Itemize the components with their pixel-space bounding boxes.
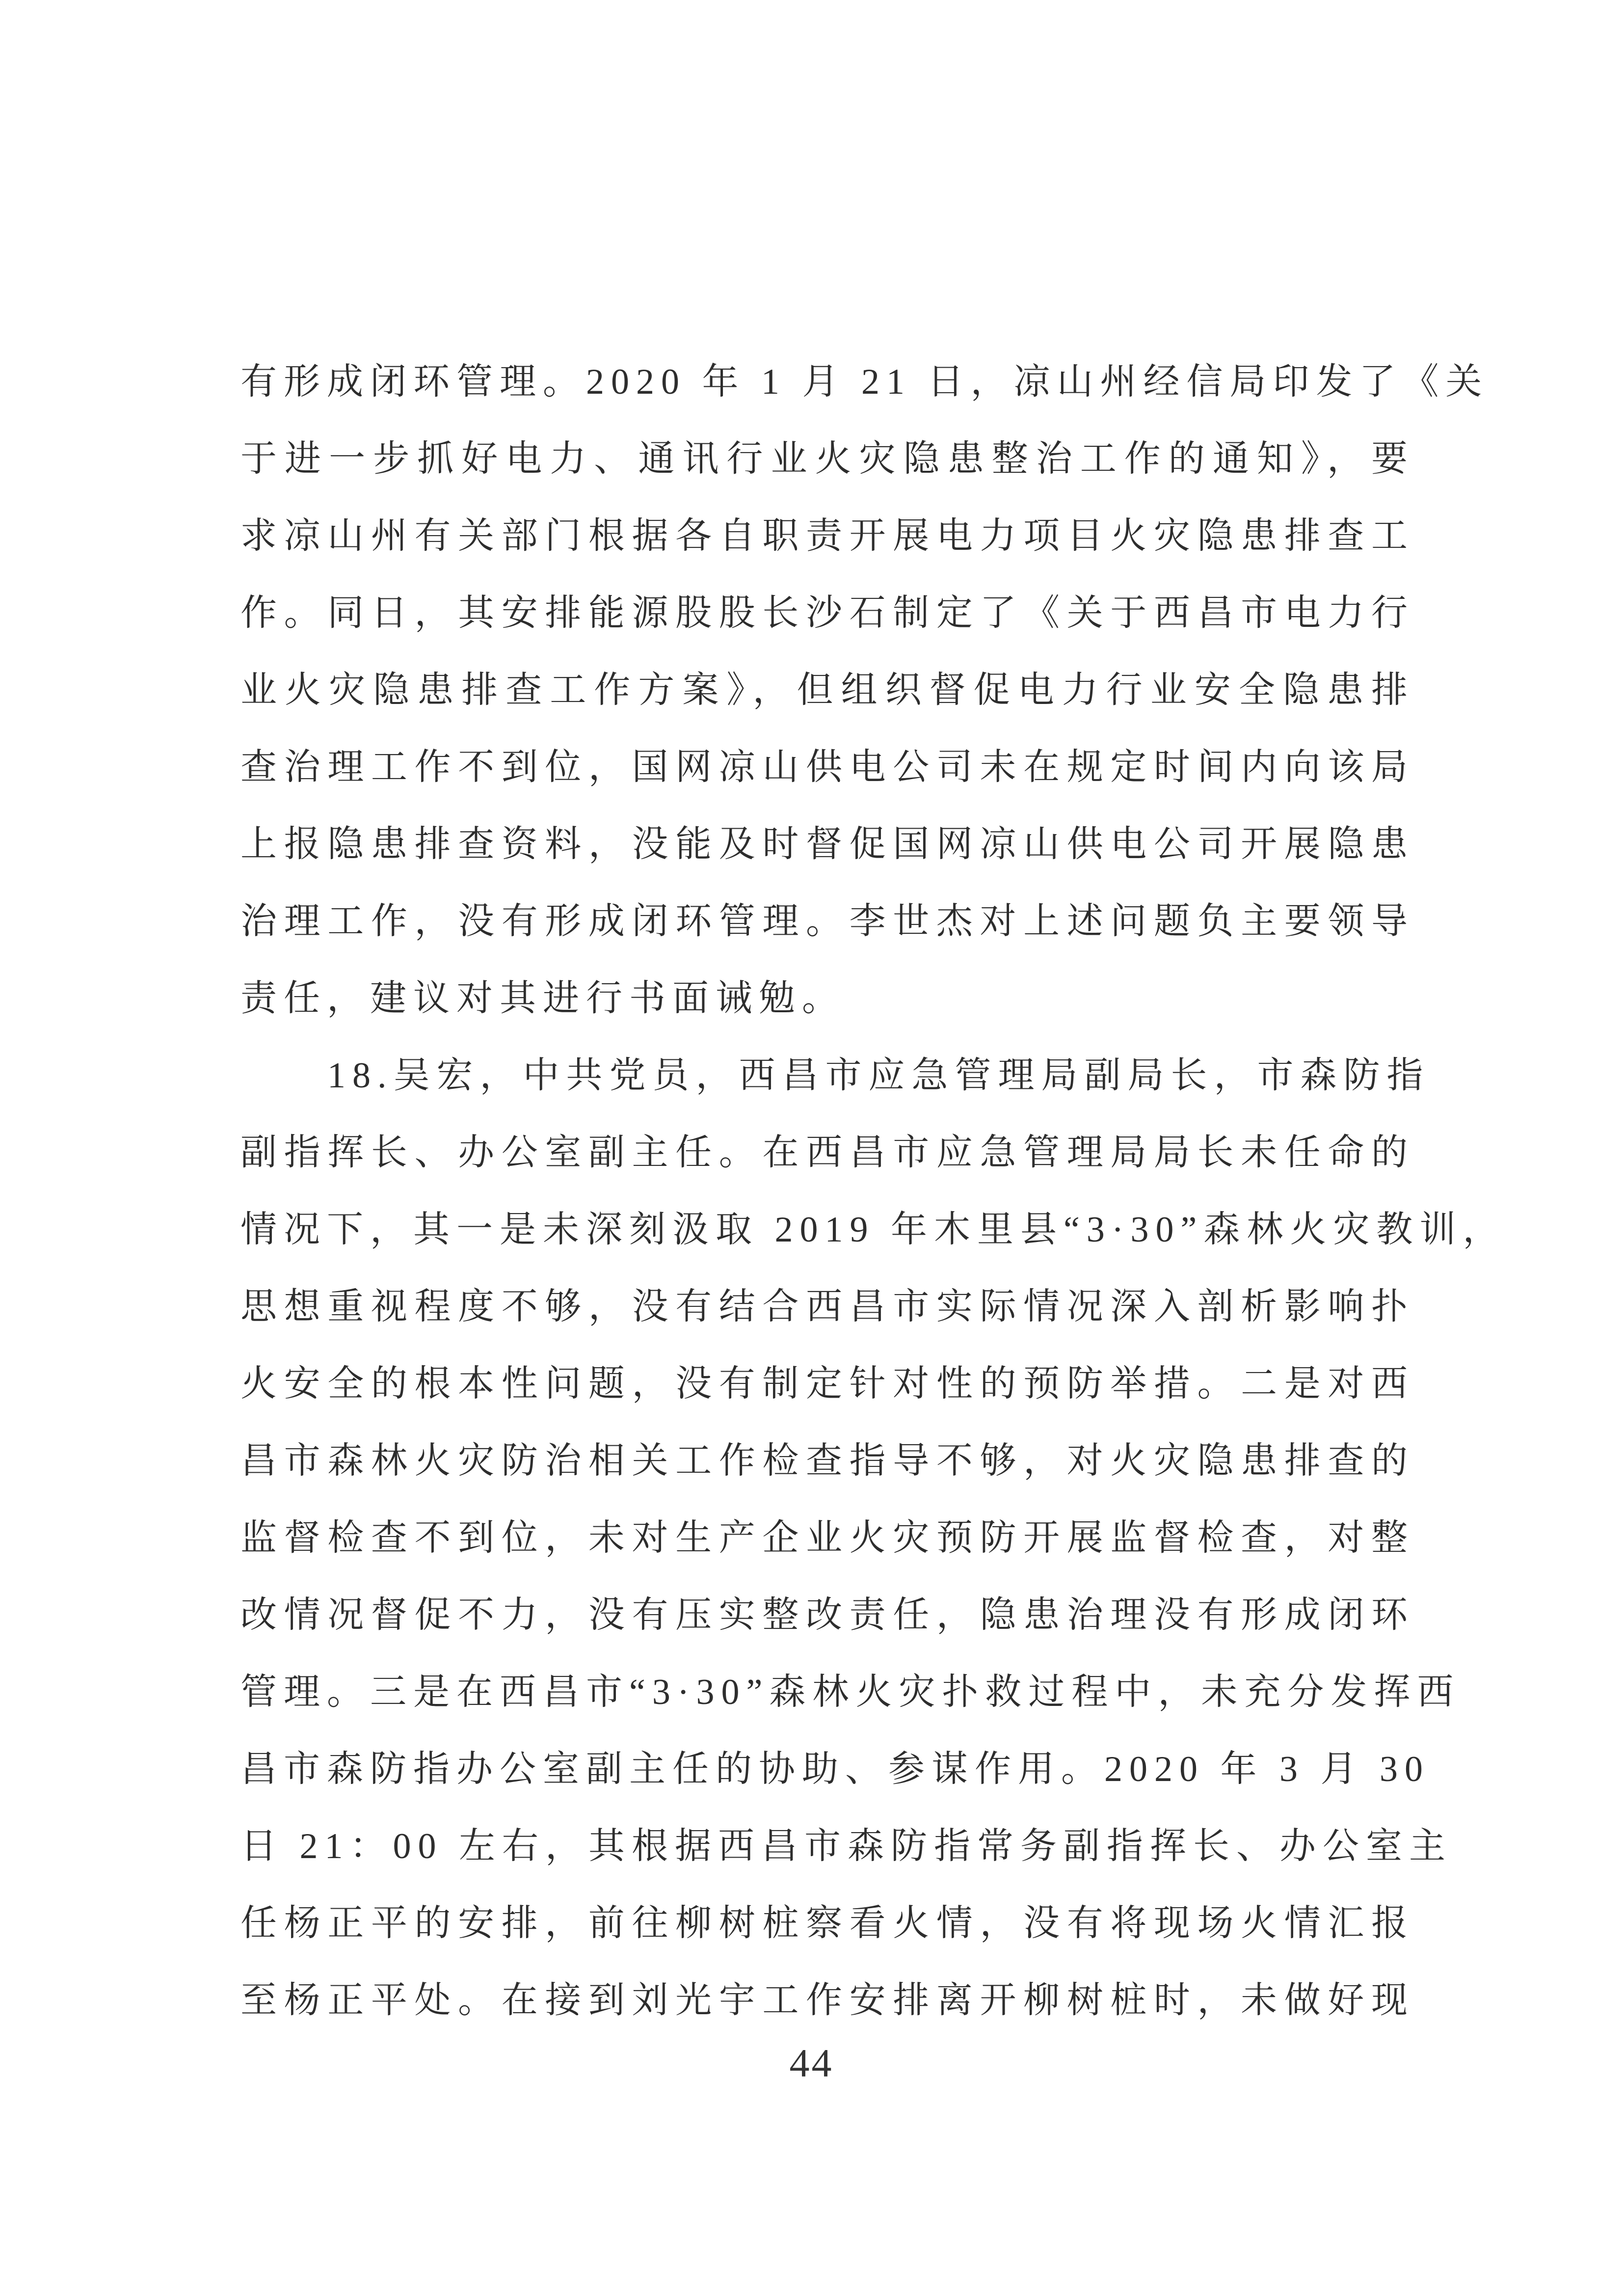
text-line: 监督检查不到位，未对生产企业火灾预防开展监督检查，对整 — [240, 1518, 1414, 1558]
document-text-block — [240, 344, 1506, 2039]
text-line: 任杨正平的安排，前往柳树桩察看火情，没有将现场火情汇报 — [240, 1903, 1414, 1944]
text-line: 治理工作，没有形成闭环管理。李世杰对上述问题负主要领导 — [240, 901, 1414, 942]
text-line: 上报隐患排查资料，没能及时督促国网凉山供电公司开展隐患 — [240, 824, 1414, 864]
text-line: 管理。三是在西昌市“3·30”森林火灾扑救过程中，未充分发挥西 — [240, 1672, 1461, 1712]
text-line: 昌市森防指办公室副主任的协助、参谋作用。2020 年 3 月 30 — [240, 1749, 1430, 1789]
text-line: 日 21：00 左右，其根据西昌市森防指常务副指挥长、办公室主 — [240, 1826, 1452, 1866]
text-line-paragraph-start: 18.吴宏，中共党员，西昌市应急管理局副局长，市森防指 — [327, 1055, 1430, 1096]
text-line: 查治理工作不到位，国网凉山供电公司未在规定时间内向该局 — [240, 747, 1414, 787]
text-line: 改情况督促不力，没有压实整改责任，隐患治理没有形成闭环 — [240, 1595, 1414, 1635]
text-line: 有形成闭环管理。2020 年 1 月 21 日，凉山州经信局印发了《关 — [240, 362, 1489, 402]
text-line: 火安全的根本性问题，没有制定针对性的预防举措。二是对西 — [240, 1364, 1414, 1404]
text-line: 昌市森林火灾防治相关工作检查指导不够，对火灾隐患排查的 — [240, 1441, 1414, 1481]
text-line: 作。同日，其安排能源股股长沙石制定了《关于西昌市电力行 — [240, 593, 1414, 633]
text-line: 情况下，其一是未深刻汲取 2019 年木里县“3·30”森林火灾教训， — [240, 1210, 1506, 1250]
text-line: 思想重视程度不够，没有结合西昌市实际情况深入剖析影响扑 — [240, 1287, 1414, 1327]
text-line: 求凉山州有关部门根据各自职责开展电力项目火灾隐患排查工 — [240, 516, 1414, 556]
text-line: 业火灾隐患排查工作方案》，但组织督促电力行业安全隐患排 — [240, 670, 1414, 710]
text-line-paragraph-end: 责任，建议对其进行书面诫勉。 — [240, 978, 845, 1019]
text-line: 至杨正平处。在接到刘光宇工作安排离开柳树桩时，未做好现 — [240, 1980, 1414, 2021]
text-line: 副指挥长、办公室副主任。在西昌市应急管理局局长未任命的 — [240, 1133, 1414, 1173]
page-number: 44 — [789, 2041, 834, 2085]
text-line: 于进一步抓好电力、通讯行业火灾隐患整治工作的通知》，要 — [240, 439, 1414, 479]
